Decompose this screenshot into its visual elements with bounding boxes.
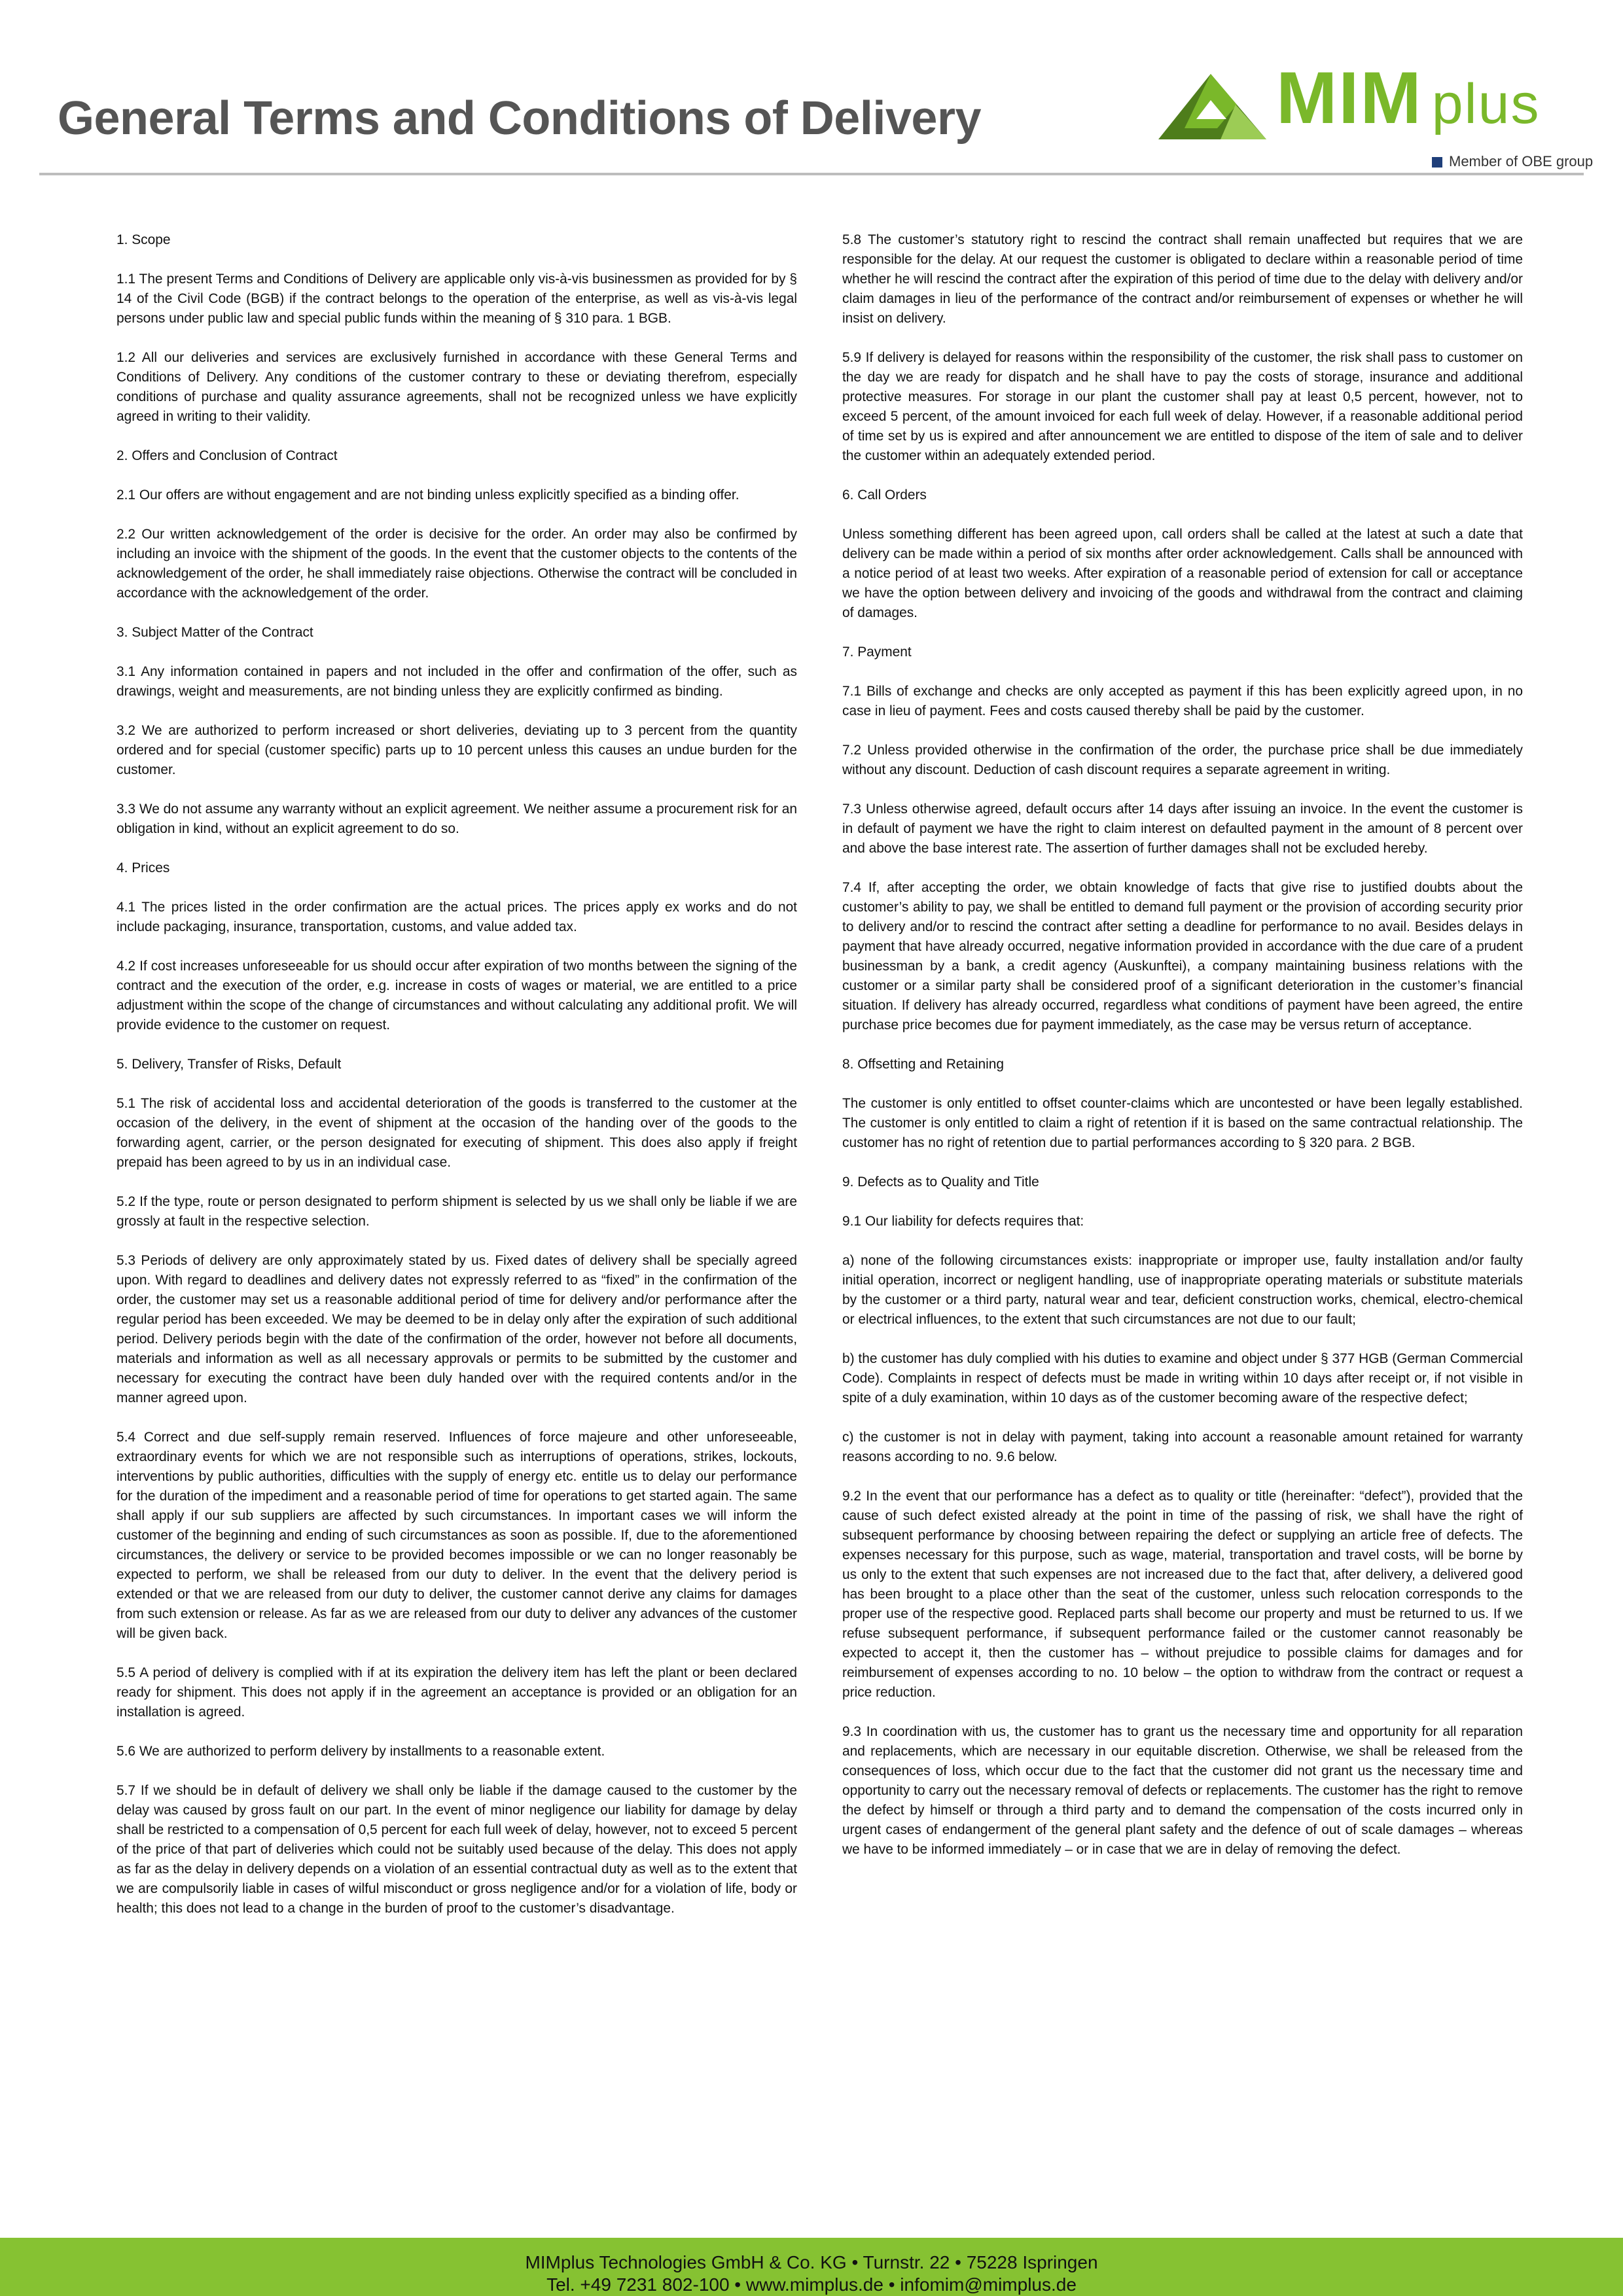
paragraph: 5.2 If the type, route or person designated to perform shipment is selected by us we shall only be liable if we are grossly at fault in the respective selection.	[116, 1194, 797, 1229]
paragraph: 5.7 If we should be in default of delivery we shall only be liable if the damage caused to the customer by the delay was caused by gross fault on our part. In the event of minor negligence our liability for damage by delay shall be restricted to a compensation of 0,5 percent for each full week of delay, however, not to exceed 5 percent of the price of that part of deliveries which could not be suitably used because of the delay. This does not apply as far as the delay in delivery depends on a violation of an essential contractual duty as well as to the extent that we are compulsorily liable in cases of wilful misconduct or gross negligence and/or for a violation of life, body or health; this does not lead to a change in the burden of proof to the customer’s disadvantage.	[116, 1783, 797, 1916]
paragraph: 5.9 If delivery is delayed for reasons within the responsibility of the customer, the risk shall pass to customer on the day we are ready for dispatch and he shall have to pay the costs of storage, insurance and additional protective measures. For storage in our plant the customer shall pay at least 0,5 percent, however, not to exceed 5 percent, of the amount invoiced for each full week of delay. However, if a reasonable additional period of time set by us is expired and after announcement we are entitled to dispose of the item of sale and to deliver the customer within an adequately extended period.	[842, 350, 1523, 463]
paragraph: 3.1 Any information contained in papers and not included in the offer and confirmation of the offer, such as drawings, weight and measurements, are not binding unless they are explicitly confirmed as binding.	[116, 664, 797, 699]
paragraph: 7.3 Unless otherwise agreed, default occurs after 14 days after issuing an invoice. In the event the customer is in default of payment we have the right to claim interest on defaulted payment in the amount of 8 percent over and above the base interest rate. The assertion of further damages shall not be excluded hereby.	[842, 802, 1523, 856]
paragraph: 9.2 In the event that our performance has a defect as to quality or title (hereinafter: “defect”), provided that the cause of such defect existed already at the point in time of the passing of risk, we shall have the right of subsequent performance by choosing between repairing the defect or supplying an article free of defects. The expenses necessary for this purpose, such as wage, material, transportation and travel costs, will be borne by us only to the extent that such expenses are not increased due to the fact that, after delivery, a delivered good has been brought to a place other than the seat of the customer, unless such relocation corresponds to the proper use of the respective good. Replaced parts shall become our property and must be returned to us. If we refuse subsequent performance, if subsequent performance failed or the customer cannot reasonably be expected to accept it, then the customer has – without prejudice to possible claims for damages and for reimbursement of expenses according to no. 10 below – the option to withdraw from the contract or request a price reduction.	[842, 1489, 1523, 1700]
paragraph: 5.3 Periods of delivery are only approximately stated by us. Fixed dates of delivery shall be specially agreed upon. With regard to deadlines and delivery dates not expressly referred to as “fixed” in the confirmation of the order, the customer may set us a reasonable additional period of time for delivery and/or performance after the regular period has been exceeded. We may be deemed to be in delay only after the expiration of such additional period. Delivery periods begin with the date of the confirmation of the order, however not before all documents, materials and information as well as all necessary approvals or permits to be submitted by the customer and necessary for executing the contract have been duly handed over with the required contents and/or in the manner agreed upon.	[116, 1253, 797, 1405]
paragraph: 3. Subject Matter of the Contract	[116, 625, 313, 640]
paragraph: 5.6 We are authorized to perform delivery by installments to a reasonable extent.	[116, 1744, 605, 1759]
footer-address: MIMplus Technologies GmbH & Co. KG • Turnstr. 22 • 75228 Ispringen	[525, 2252, 1098, 2272]
paragraph: 1.1 The present Terms and Conditions of Delivery are applicable only vis-à-vis businessmen as provided for by § 14 of the Civil Code (BGB) if the contract belongs to the operation of the enterprise, as well as vis-à-vis legal persons under public law and special public funds within the meaning of § 310 para. 1 BGB.	[116, 272, 797, 326]
paragraph: 7.4 If, after accepting the order, we obtain knowledge of facts that give rise to justified doubts about the customer’s ability to pay, we shall be entitled to demand full payment or the provision of according security prior to delivery and/or to rescind the contract after setting a deadline for performance to no avail. Besides delays in payment that have already occurred, negative information provided in accordance with the due care of a prudent businessman by a bank, a credit agency (Auskunftei), a company maintaining business relations with the customer or a similar party shall be considered proof of a significant deterioration in the customer’s financial situation. If delivery has already occurred, regardless what conditions of payment have been agreed, the entire purchase price becomes due for payment immediately, as the case may be versus return of acceptance.	[842, 880, 1523, 1033]
header-divider	[39, 173, 1584, 175]
paragraph: c) the customer is not in delay with payment, taking into account a reasonable amount retained for warranty reasons according to no. 9.6 below.	[842, 1430, 1523, 1464]
paragraph: 8. Offsetting and Retaining	[842, 1057, 1004, 1072]
paragraph: 1.2 All our deliveries and services are exclusively furnished in accordance with these General Terms and Conditions of Delivery. Any conditions of the customer contrary to these or deviating therefrom, especially conditions of purchase and quality assurance agreements, shall not be recognized unless we have explicitly agreed in writing to their validity.	[116, 350, 797, 424]
paragraph: 7.1 Bills of exchange and checks are only accepted as payment if this has been explicitly agreed upon, in no case in lieu of payment. Fees and costs caused thereby shall be paid by the customer.	[842, 684, 1523, 718]
triangle-logo-icon	[1158, 71, 1270, 143]
paragraph: The customer is only entitled to offset counter-claims which are uncontested or have been legally established. The customer is only entitled to claim a right of retention if it is based on the same contractual relationship. The customer has no right of retention due to partial performances according to § 320 para. 2 BGB.	[842, 1096, 1523, 1150]
paragraph: 7. Payment	[842, 645, 912, 660]
paragraph: 3.3 We do not assume any warranty without an explicit agreement. We neither assume a procurement risk for an obligation in kind, without an explicit agreement to do so.	[116, 802, 797, 836]
paragraph: 5.8 The customer’s statutory right to rescind the contract shall remain unaffected but requires that we are responsible for the delay. At our request the customer is obligated to declare within a reasonable period of time whether he will rescind the contract after the expiration of this period of time due to the delay with delivery and/or claim damages in lieu of the performance of the contract and/or reimbursement of expenses or whether he will insist on delivery.	[842, 232, 1523, 326]
paragraph: 4.1 The prices listed in the order confirmation are the actual prices. The prices apply ex works and do not include packaging, insurance, transportation, customs, and value added tax.	[116, 900, 797, 934]
left-column	[116, 230, 797, 1938]
page-title: General Terms and Conditions of Delivery	[58, 92, 981, 145]
paragraph: 3.2 We are authorized to perform increased or short deliveries, deviating up to 3 percent from the quantity ordered and for special (customer specific) parts up to 10 percent unless this causes an undue burden for the customer.	[116, 723, 797, 777]
paragraph: b) the customer has duly complied with his duties to examine and object under § 377 HGB (German Commercial Code). Complaints in respect of defects must be made in writing within 10 days after receipt or, if not visible in spite of a duly examination, within 10 days as of the customer becoming aware of the respective defect;	[842, 1351, 1523, 1405]
mimplus-logo	[1158, 57, 1594, 175]
paragraph: 5.4 Correct and due self-supply remain reserved. Influences of force majeure and other unforeseeable, extraordinary events for which we are not responsible such as interruptions of operations, strikes, lockouts, interventions by public authorities, difficulties with the supply of energy etc. entitle us to delay our performance for the duration of the impediment and a reasonable period of time for operations to get started again. The same shall apply if our sub suppliers are affected by such circumstances. In important cases we will inform the customer of the beginning and ending of such circumstances as soon as possible. If, due to the aforementioned circumstances, the delivery or service to be provided becomes impossible or we can no longer reasonably be expected to perform, we shall be released from our duty to deliver. In the event that the delivery period is extended or that we are released from our duty to deliver, the customer cannot derive any claims for damages from such extension or release. As far as we are released from our duty to deliver any advances of the customer will be given back.	[116, 1430, 797, 1641]
paragraph: 6. Call Orders	[842, 487, 927, 503]
paragraph: Unless something different has been agreed upon, call orders shall be called at the latest at such a date that delivery can be made within a period of six months after order acknowledgement. Calls shall be announced with a notice period of at least two weeks. After expiration of a reasonable period of extension for call or acceptance we have the option between delivery and invoicing of the goods and withdrawal from the contract and claiming of damages.	[842, 527, 1523, 620]
paragraph: 5.5 A period of delivery is complied with if at its expiration the delivery item has left the plant or been declared ready for shipment. This does not apply if in the agreement an acceptance is provided or an obligation for an installation is agreed.	[116, 1665, 797, 1720]
footer-bar	[0, 2238, 1623, 2296]
square-bullet-icon	[1432, 157, 1442, 168]
right-column	[842, 230, 1523, 1879]
footer-contact: Tel. +49 7231 802-100 • www.mimplus.de • infomim@mimplus.de	[546, 2274, 1077, 2295]
paragraph: 4. Prices	[116, 860, 170, 875]
paragraph: 1. Scope	[116, 232, 171, 247]
logo-wordmark: MIM plus	[1276, 57, 1541, 139]
paragraph: 2.1 Our offers are without engagement and are not binding unless explicitly specified as a binding offer.	[116, 487, 740, 503]
paragraph: 4.2 If cost increases unforeseeable for us should occur after expiration of two months between the signing of the contract and the execution of the order, e.g. increase in costs of wages or material, we are entitled to a price adjustment within the scope of the change of circumstances and without calculating any additional profit. We will provide evidence to the customer on request.	[116, 959, 797, 1033]
paragraph: 9. Defects as to Quality and Title	[842, 1174, 1039, 1190]
paragraph: 2.2 Our written acknowledgement of the order is decisive for the order. An order may also be confirmed by including an invoice with the shipment of the goods. In the event that the customer objects to the contents of the acknowledgement of the order, he shall immediately raise objections. Otherwise the contract will be concluded in accordance with the acknowledgement of the order.	[116, 527, 797, 601]
logo-member-line: Member of OBE group	[1432, 154, 1593, 169]
paragraph: 5.1 The risk of accidental loss and accidental deterioration of the goods is transferred to the customer at the occasion of the delivery, in the event of shipment at the occasion of the handing over of the goods to the forwarding agent, carrier, or the person designated for executing of shipment. This does also apply if freight prepaid has been agreed to by us in an individual case.	[116, 1096, 797, 1170]
paragraph: 5. Delivery, Transfer of Risks, Default	[116, 1057, 342, 1072]
paragraph: 9.1 Our liability for defects requires that:	[842, 1214, 1084, 1229]
paragraph: 2. Offers and Conclusion of Contract	[116, 448, 338, 463]
paragraph: a) none of the following circumstances exists: inappropriate or improper use, faulty installation and/or faulty initial operation, incorrect or negligent handling, use of inappropriate operating materials or substitute materials by the customer or a third party, natural wear and tear, deficient construction works, chemical, electro-chemical or electrical influences, to the extent that such circumstances are not due to our fault;	[842, 1253, 1523, 1327]
paragraph: 9.3 In coordination with us, the customer has to grant us the necessary time and opportunity for all reparation and replacements, which are necessary in our equitable discretion. Otherwise, we shall be released from the consequences of loss, which occur due to the fact that the customer did not grant us the necessary time and opportunity to carry out the necessary removal of defects or replacements. The customer has the right to remove the defect by himself or through a third party and to demand the compensation of the costs incurred only in urgent cases of endangerment of the general plant safety and the defence of out of scale damages – whereas we have to be informed immediately – or in case that we are in delay of removing the defect.	[842, 1724, 1524, 1857]
paragraph: 7.2 Unless provided otherwise in the confirmation of the order, the purchase price shall be due immediately without any discount. Deduction of cash discount requires a separate agreement in writing.	[842, 743, 1523, 777]
